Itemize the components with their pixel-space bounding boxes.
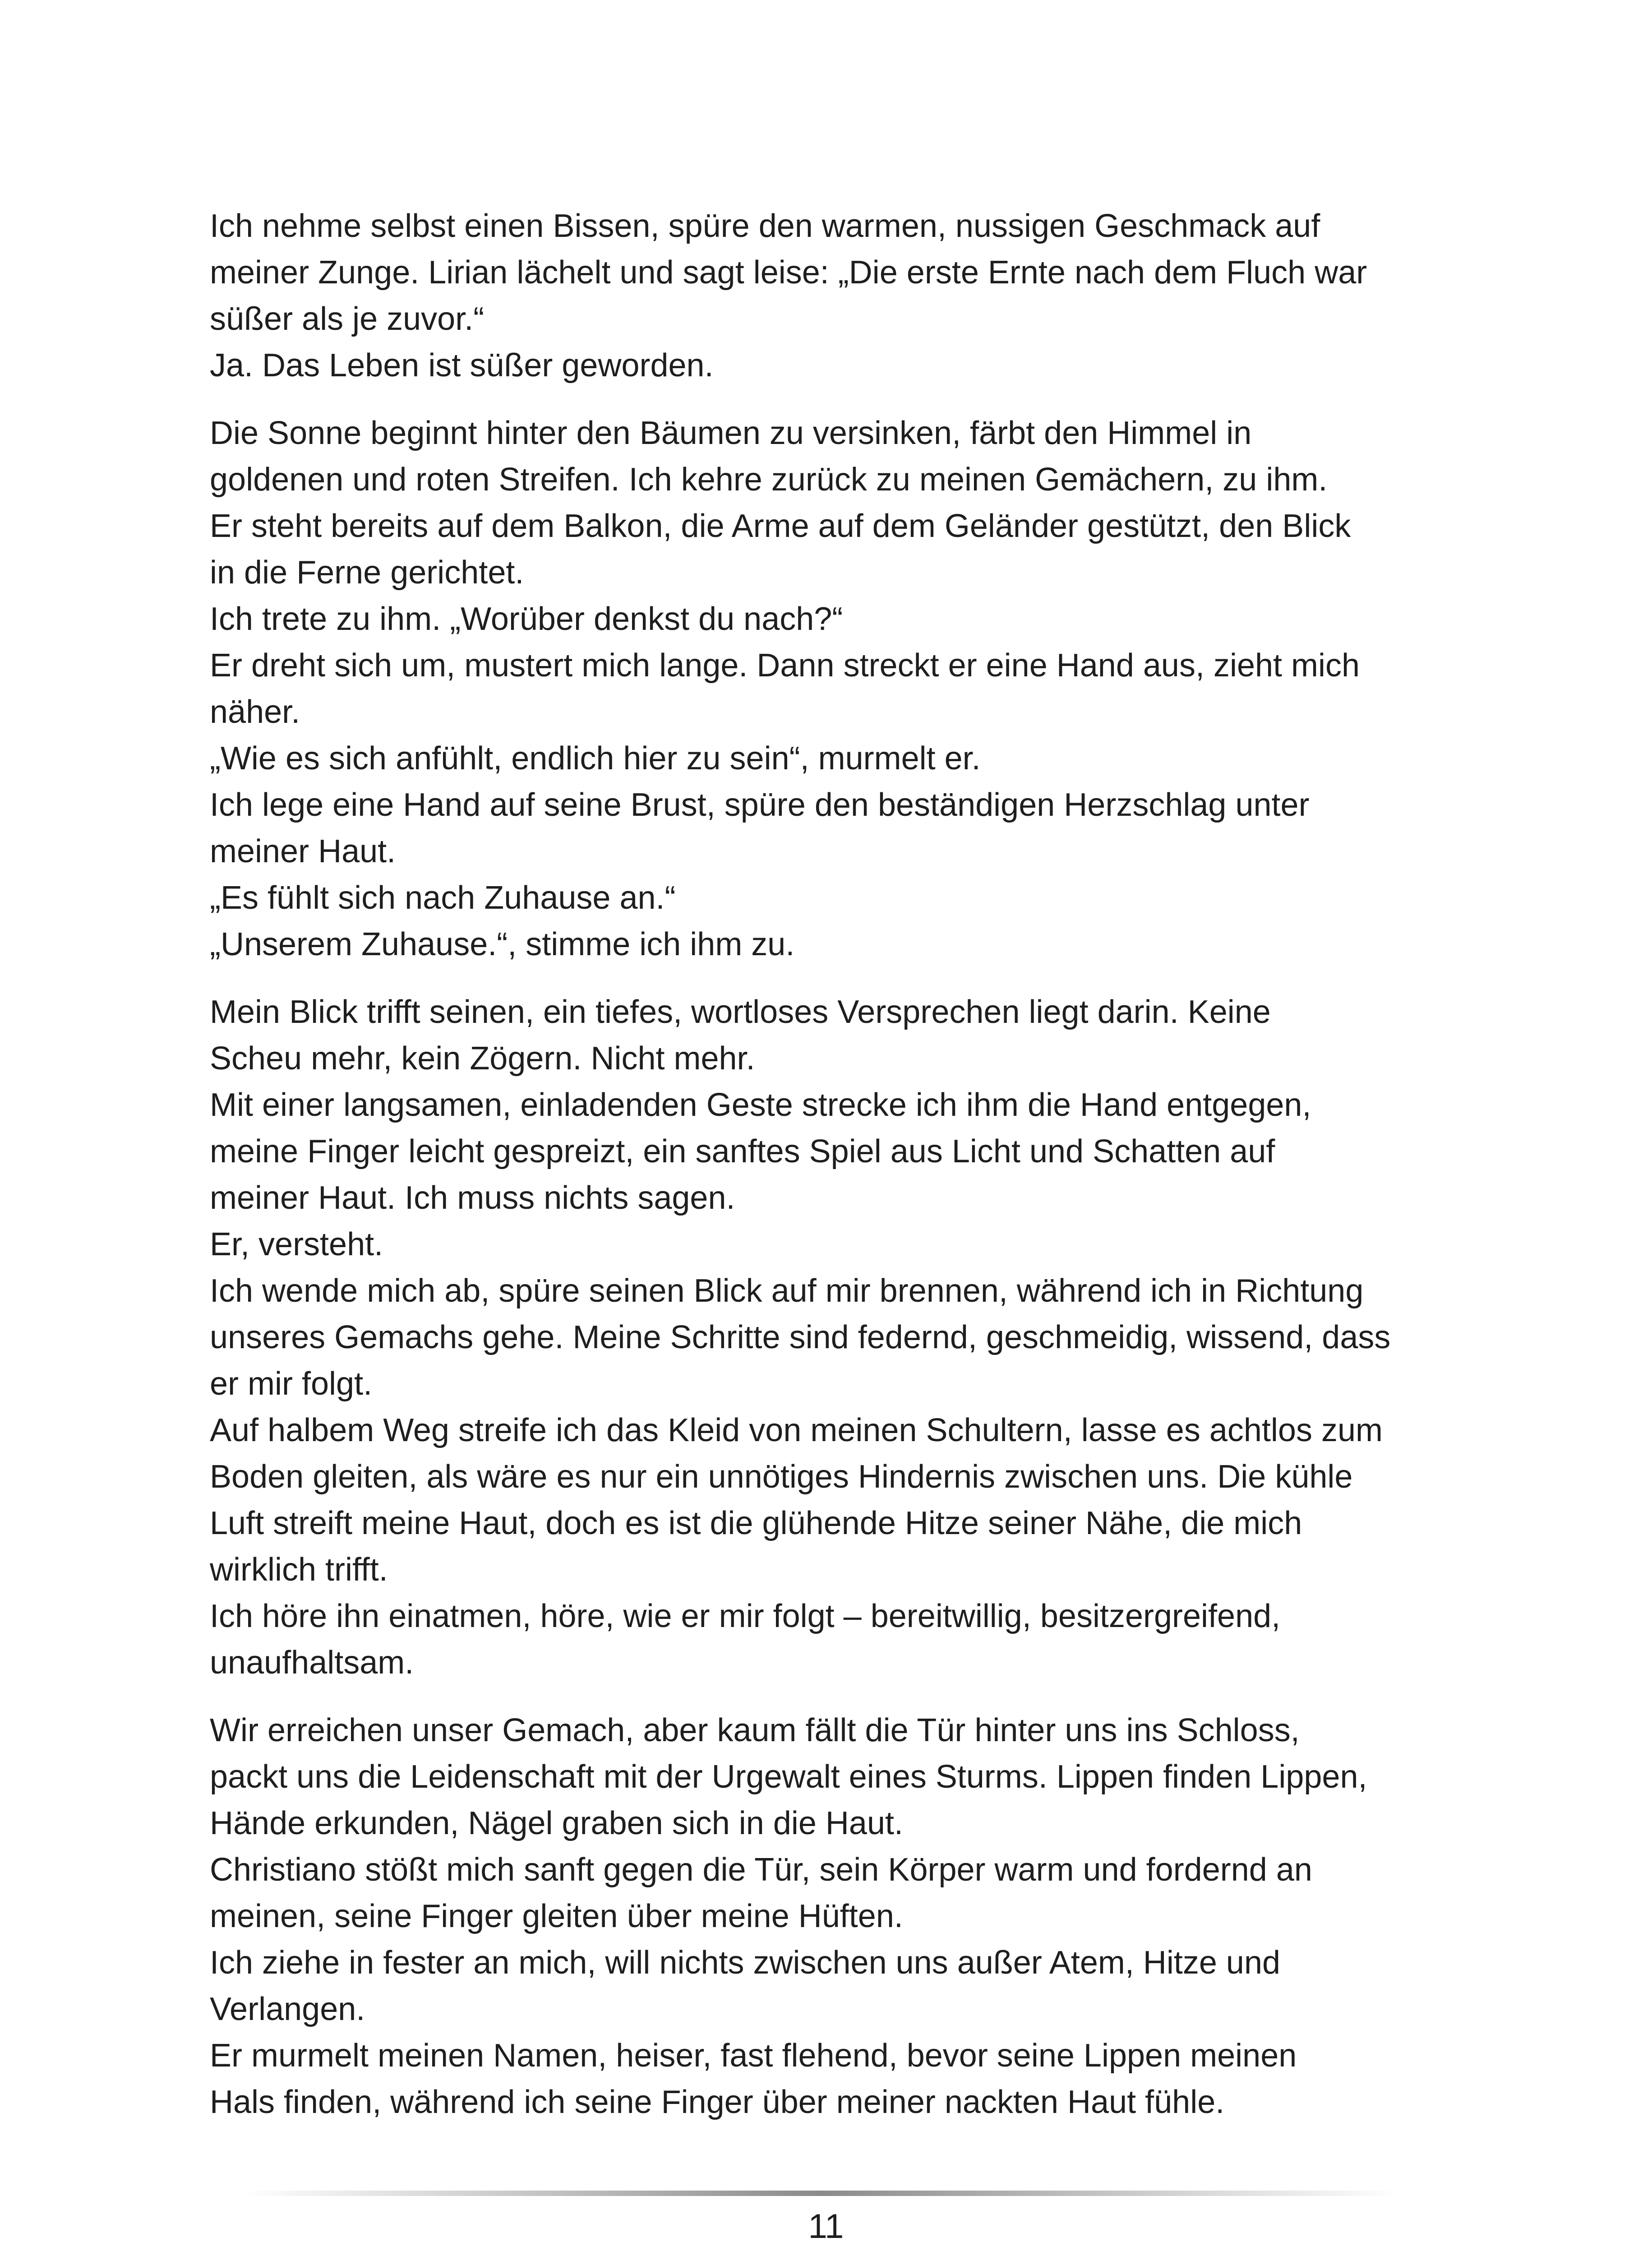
paragraph — [210, 203, 1455, 389]
text-line: Ich höre ihn einatmen, höre, wie er mir folgt – bereitwillig, besitzergreifend, — [210, 1598, 1281, 1634]
text-line: Ich nehme selbst einen Bissen, spüre den warmen, nussigen Geschmack auf — [210, 208, 1320, 244]
paragraph — [210, 410, 1455, 968]
text-line: wirklich trifft. — [210, 1552, 388, 1588]
text-line: meiner Haut. — [210, 833, 396, 869]
text-line: in die Ferne gerichtet. — [210, 555, 524, 591]
text-line: Hals finden, während ich seine Finger über meiner nackten Haut fühle. — [210, 2084, 1225, 2120]
text-line: unseres Gemachs gehe. Meine Schritte sind federnd, geschmeidig, wissend, dass — [210, 1319, 1391, 1355]
text-line: Ich wende mich ab, spüre seinen Blick auf mir brennen, während ich in Richtung — [210, 1273, 1364, 1309]
text-line: näher. — [210, 694, 300, 730]
text-line: „Unserem Zuhause.“, stimme ich ihm zu. — [210, 926, 795, 962]
text-line: Boden gleiten, als wäre es nur ein unnötiges Hindernis zwischen uns. Die kühle — [210, 1459, 1353, 1495]
text-line: Mein Blick trifft seinen, ein tiefes, wortloses Versprechen liegt darin. Keine — [210, 994, 1271, 1030]
text-line: süßer als je zuvor.“ — [210, 301, 485, 337]
text-line: „Es fühlt sich nach Zuhause an.“ — [210, 880, 676, 916]
text-line: meiner Haut. Ich muss nichts sagen. — [210, 1180, 735, 1216]
text-line: packt uns die Leidenschaft mit der Urgewalt eines Sturms. Lippen finden Lippen, — [210, 1759, 1367, 1795]
text-line: goldenen und roten Streifen. Ich kehre zurück zu meinen Gemächern, zu ihm. — [210, 462, 1328, 498]
text-line: meine Finger leicht gespreizt, ein sanftes Spiel aus Licht und Schatten auf — [210, 1133, 1275, 1170]
text-line: Scheu mehr, kein Zögern. Nicht mehr. — [210, 1040, 755, 1077]
footer-divider — [244, 2191, 1398, 2196]
text-line: Luft streift meine Haut, doch es ist die glühende Hitze seiner Nähe, die mich — [210, 1505, 1302, 1541]
text-line: Auf halbem Weg streife ich das Kleid von meinen Schultern, lasse es achtlos zum — [210, 1412, 1383, 1448]
text-line: Ich ziehe in fester an mich, will nichts zwischen uns außer Atem, Hitze und — [210, 1945, 1281, 1981]
text-line: Verlangen. — [210, 1991, 365, 2027]
text-line: unaufhaltsam. — [210, 1645, 414, 1681]
text-line: Ich lege eine Hand auf seine Brust, spüre den beständigen Herzschlag unter — [210, 787, 1310, 823]
text-line: Ja. Das Leben ist süßer geworden. — [210, 347, 714, 384]
text-line: Mit einer langsamen, einladenden Geste strecke ich ihm die Hand entgegen, — [210, 1087, 1311, 1123]
text-line: Er steht bereits auf dem Balkon, die Arme auf dem Geländer gestützt, den Blick — [210, 508, 1351, 544]
text-line: meiner Zunge. Lirian lächelt und sagt leise: „Die erste Ernte nach dem Fluch war — [210, 254, 1367, 291]
text-line: Ich trete zu ihm. „Worüber denkst du nach?“ — [210, 601, 843, 637]
text-line: Wir erreichen unser Gemach, aber kaum fällt die Tür hinter uns ins Schloss, — [210, 1712, 1300, 1748]
text-line: er mir folgt. — [210, 1366, 373, 1402]
page-body — [210, 203, 1455, 2147]
paragraph — [210, 989, 1455, 1686]
text-line: Hände erkunden, Nägel graben sich in die Haut. — [210, 1805, 903, 1841]
text-line: Er dreht sich um, mustert mich lange. Dann streckt er eine Hand aus, zieht mich — [210, 647, 1360, 684]
text-line: Christiano stößt mich sanft gegen die Tür, sein Körper warm und fordernd an — [210, 1852, 1312, 1888]
text-line: Die Sonne beginnt hinter den Bäumen zu versinken, färbt den Himmel in — [210, 415, 1252, 451]
text-line: Er, versteht. — [210, 1226, 383, 1262]
paragraph — [210, 1707, 1455, 2126]
text-line: Er murmelt meinen Namen, heiser, fast flehend, bevor seine Lippen meinen — [210, 2038, 1297, 2074]
text-line: meinen, seine Finger gleiten über meine Hüften. — [210, 1898, 903, 1934]
text-line: „Wie es sich anfühlt, endlich hier zu sein“, murmelt er. — [210, 740, 981, 777]
page-number: 11 — [808, 2207, 844, 2246]
